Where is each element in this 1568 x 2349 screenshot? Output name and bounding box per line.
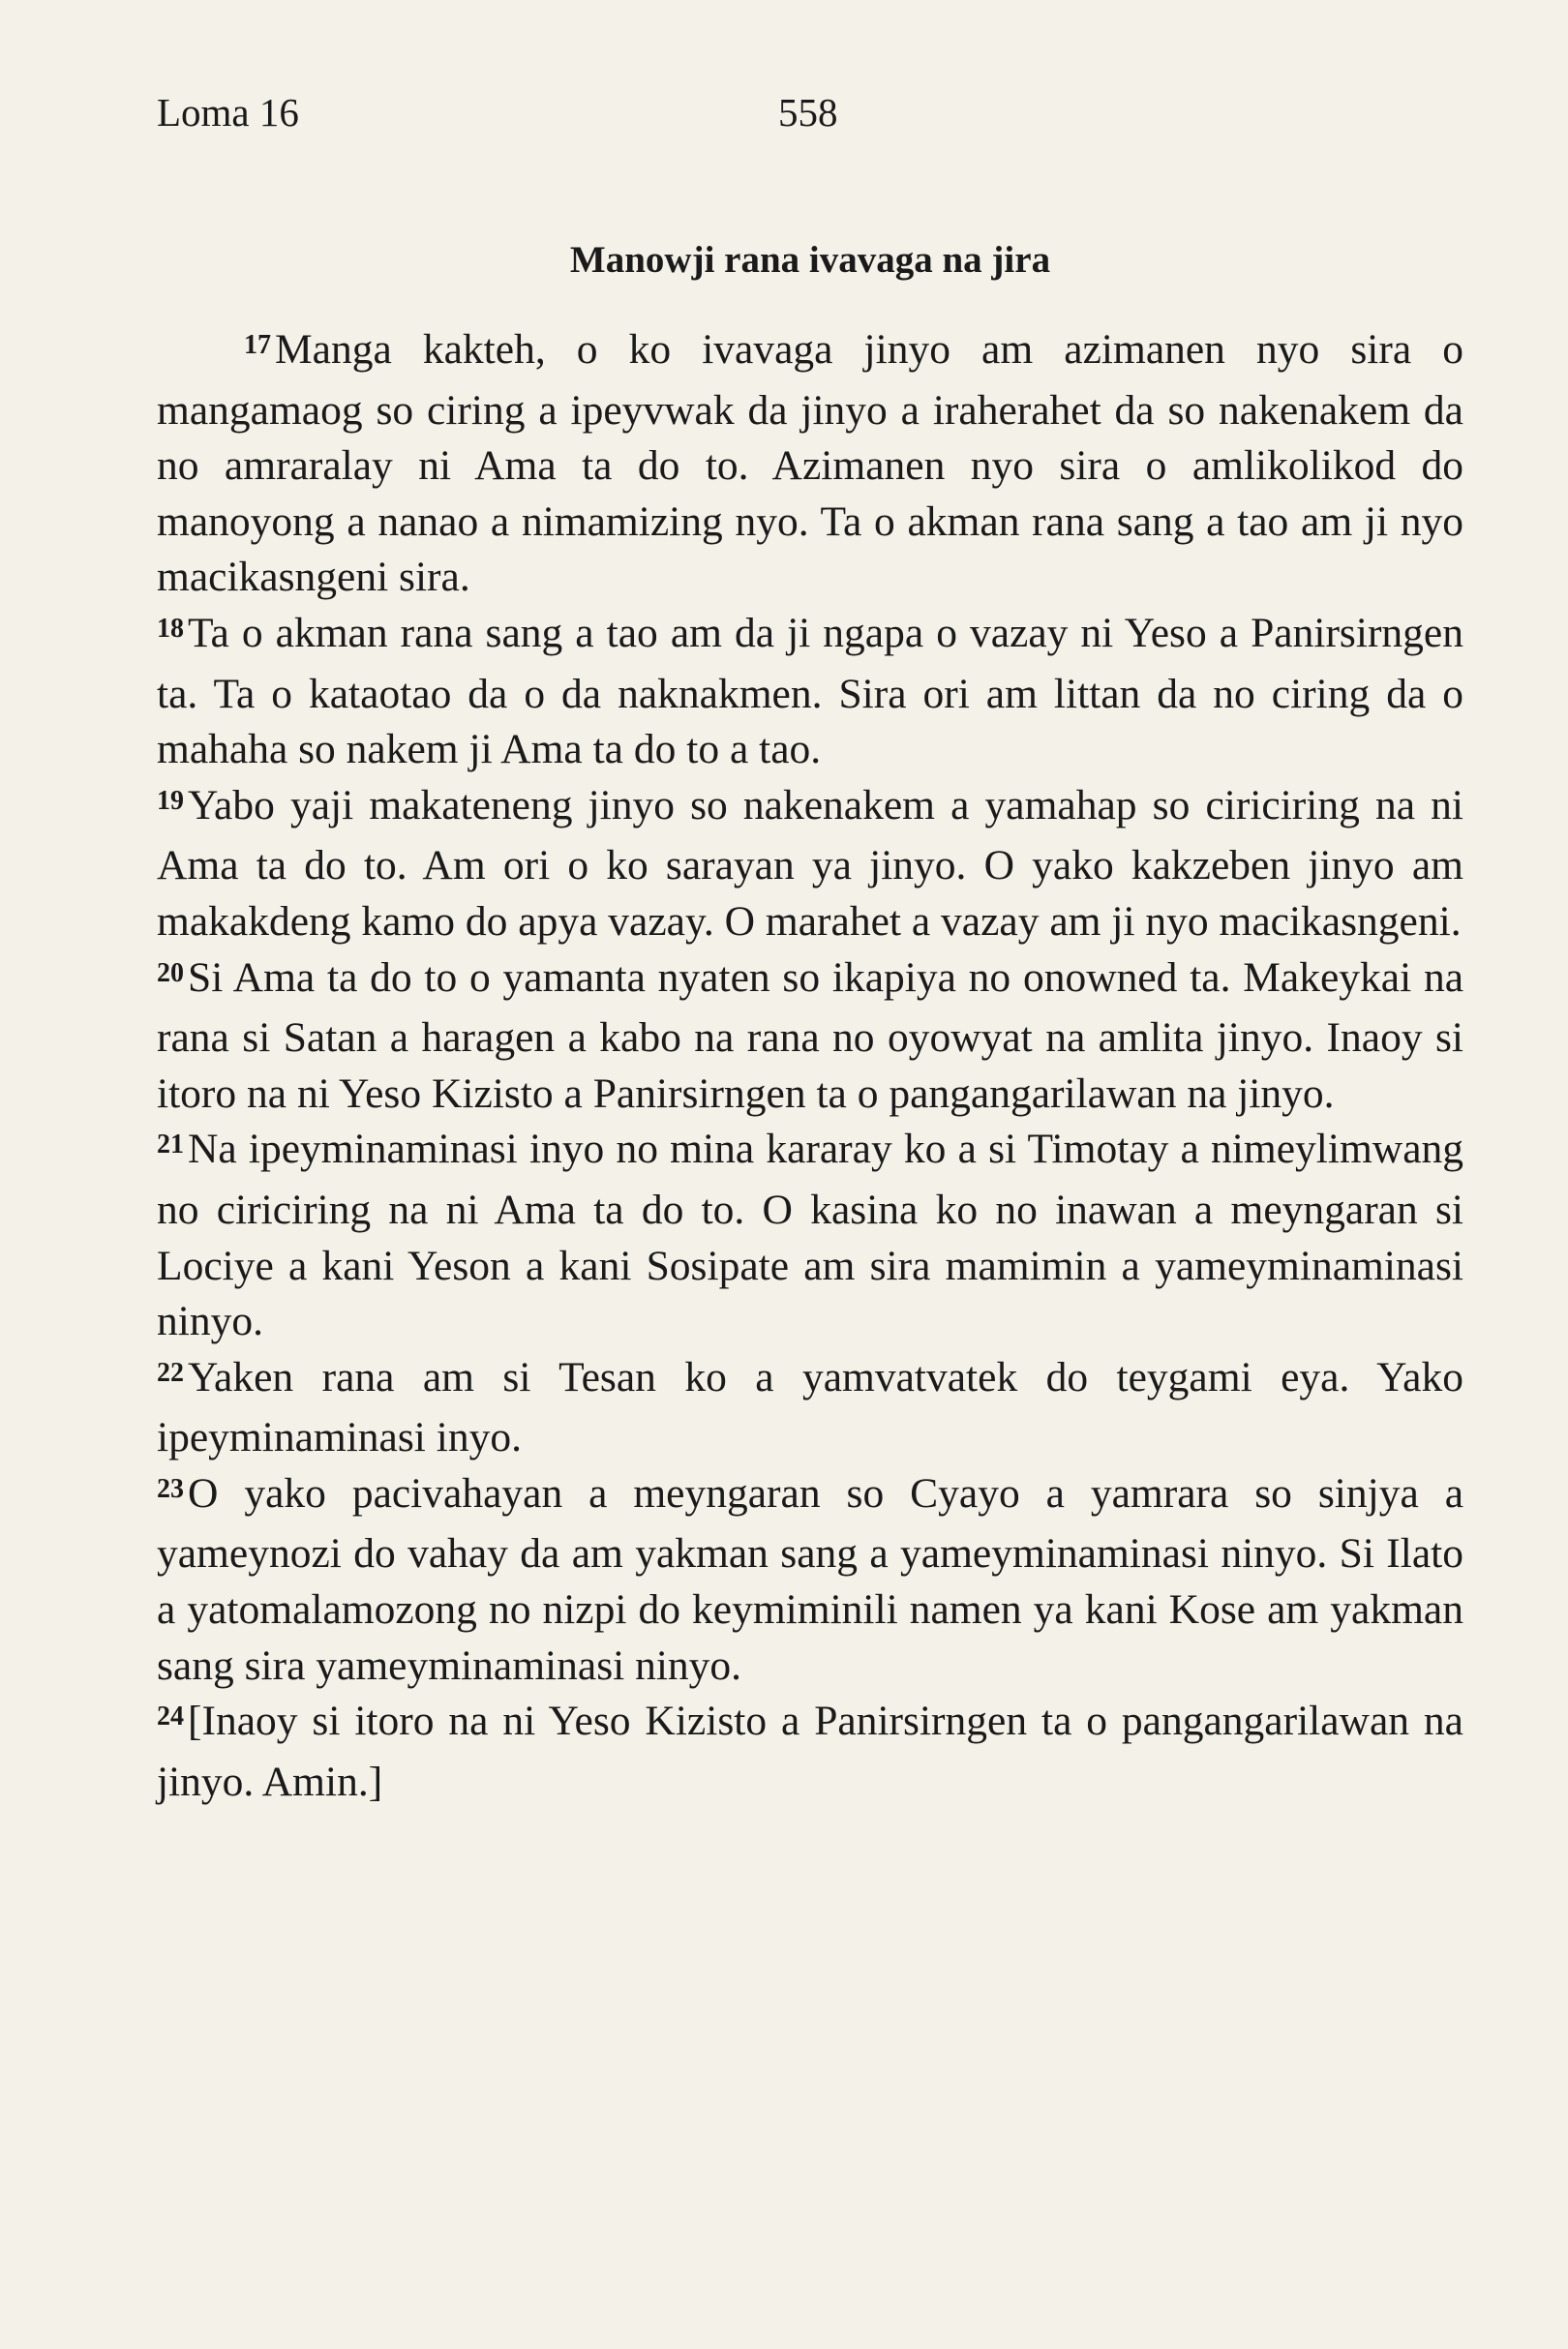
- chapter-body: [157, 322, 1463, 1810]
- verse-24: [157, 1694, 1463, 1810]
- verse-text: Yabo yaji makateneng jinyo so nakenakem a yamahap so ciriciring na ni Ama ta do to. Am ori o ko sarayan ya jinyo. O yako kakzeben jinyo am makakdeng kamo do apya vazay. O marahet a vazay am ji nyo macikasngeni.: [157, 781, 1463, 945]
- verse-21: [157, 1122, 1463, 1349]
- verse-23: [157, 1466, 1463, 1694]
- verse-text: Manga kakteh, o ko ivavaga jinyo am azimanen nyo sira o mangamaog so ciring a ipeyvwak da jinyo a iraherahet da so nakenakem da no amraralay ni Ama ta do to. Azimanen nyo sira o amlikolikod do manoyong a nanao a nimamizing nyo. Ta o akman rana sang a tao am ji nyo macikasngeni sira.: [157, 326, 1463, 601]
- verse-number: 22: [157, 1357, 184, 1388]
- verse-22: [157, 1350, 1463, 1466]
- page-number: 558: [778, 90, 838, 135]
- verse-text: Si Ama ta do to o yamanta nyaten so ikapiya no onowned ta. Makeykai na rana si Satan a haragen a kabo na rana no oyowyat na amlita jinyo. Inaoy si itoro na ni Yeso Kizisto a Panirsirngen ta o pangangarilawan na jinyo.: [157, 953, 1463, 1117]
- verse-text: O yako pacivahayan a meyngaran so Cyayo a yamrara so sinjya a yameynozi do vahay da am yakman sang a yameyminaminasi ninyo. Si Ilato a yatomalamozong no nizpi do keymiminili namen ya kani Kose am yakman sang sira yameyminaminasi ninyo.: [157, 1469, 1463, 1689]
- verse-number: 18: [157, 613, 184, 644]
- verse-19: [157, 778, 1463, 950]
- section-heading: Manowji rana ivavaga na jira: [569, 239, 1051, 281]
- verse-20: [157, 950, 1463, 1123]
- verse-number: 20: [157, 957, 184, 988]
- verse-18: [157, 606, 1463, 778]
- verse-number: 24: [157, 1702, 184, 1732]
- verse-number: 23: [157, 1473, 184, 1504]
- verse-text: Ta o akman rana sang a tao am da ji ngapa o vazay ni Yeso a Panirsirngen ta. Ta o kataotao da o da naknakmen. Sira ori am littan da no ciring da o mahaha so nakem ji Ama ta do to a tao.: [157, 609, 1463, 773]
- verse-number: 19: [157, 785, 184, 816]
- verse-text: Yaken rana am si Tesan ko a yamvatvatek do teygami eya. Yako ipeyminaminasi inyo.: [157, 1353, 1463, 1461]
- book-chapter-label: Loma 16: [157, 90, 299, 135]
- verse-number: 21: [157, 1129, 184, 1160]
- verse-number: 17: [244, 330, 271, 360]
- verse-text: Na ipeyminaminasi inyo no mina kararay ko a si Timotay a nimeylimwang no ciriciring na ni Ama ta do to. O kasina ko no inawan a meyngaran si Lociye a kani Yeson a kani Sosipate am sira mamimin a yameyminaminasi ninyo.: [157, 1126, 1463, 1345]
- running-header: [157, 89, 1463, 147]
- verse-text: [Inaoy si itoro na ni Yeso Kizisto a Panirsirngen ta o pangangarilawan na jinyo. Amin.]: [157, 1698, 1463, 1805]
- verse-17: [157, 322, 1463, 606]
